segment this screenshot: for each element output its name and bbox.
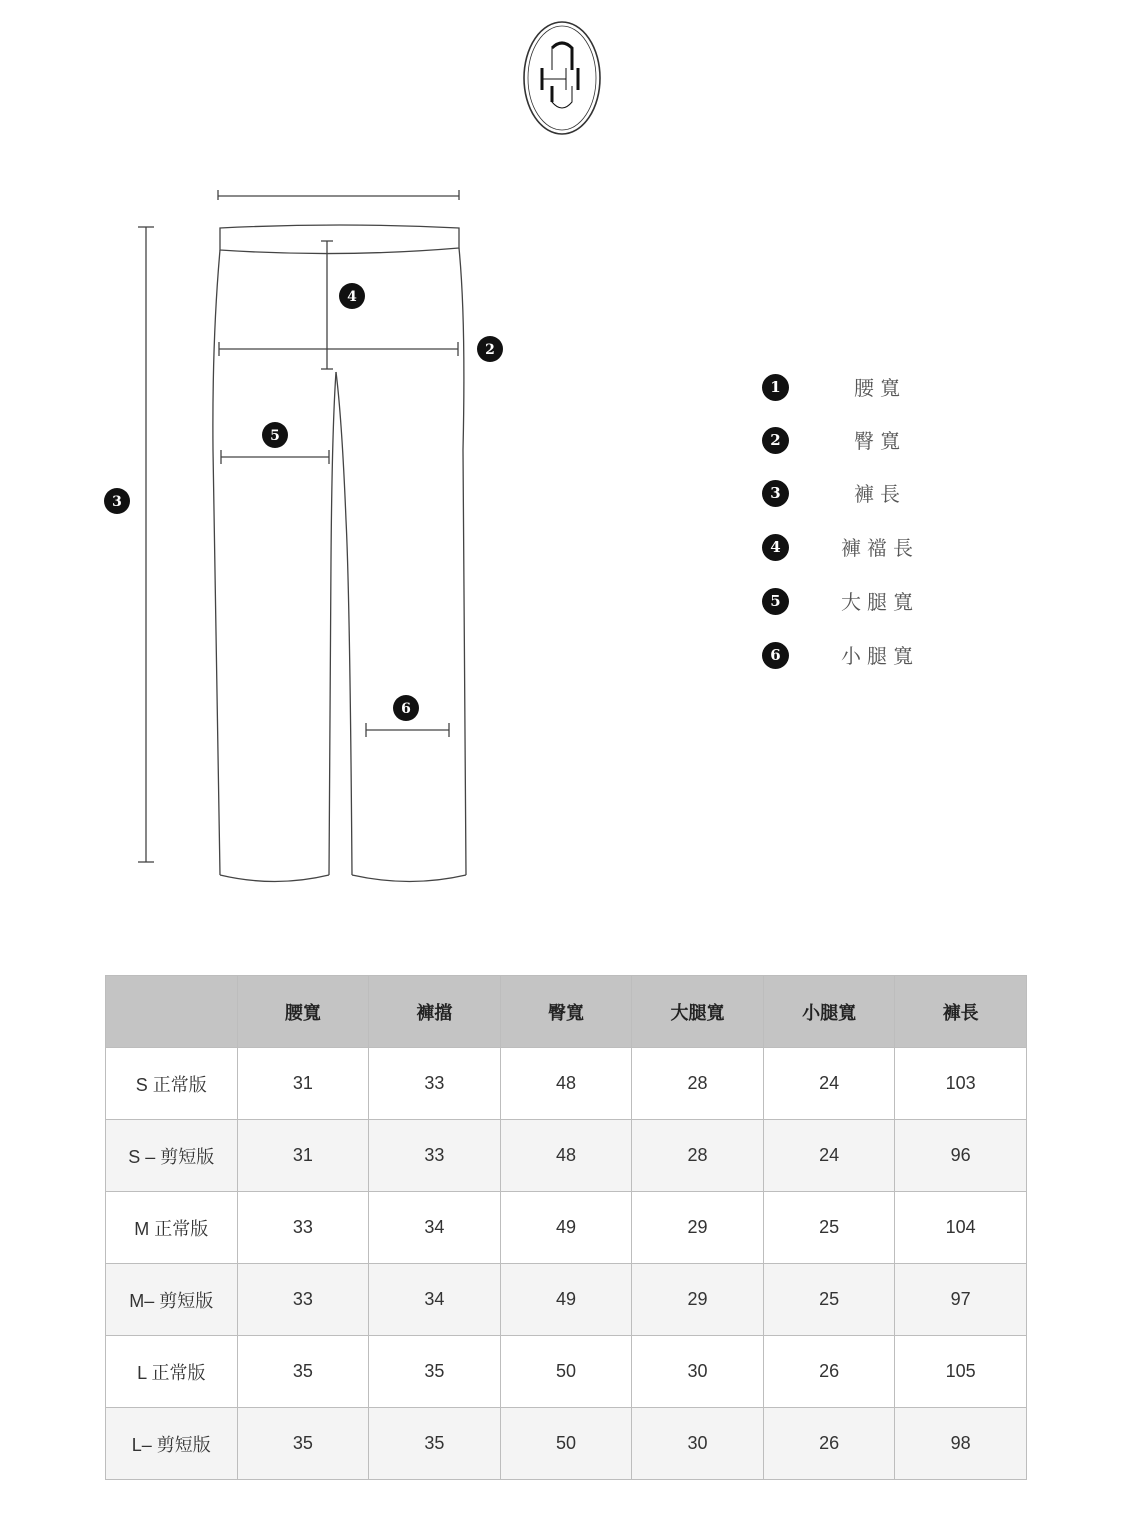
table-cell: 31	[237, 1048, 369, 1120]
table-cell: 34	[369, 1264, 501, 1336]
table-cell: 33	[237, 1192, 369, 1264]
table-cell: 30	[632, 1336, 764, 1408]
legend-label: 褲長	[854, 482, 906, 506]
table-header-cell: 臀寬	[500, 976, 632, 1048]
legend-number: 2	[762, 427, 789, 454]
legend-label: 臀寬	[854, 429, 906, 453]
table-cell: 29	[632, 1264, 764, 1336]
size-chart-table	[105, 975, 1027, 1480]
table-cell: 50	[500, 1336, 632, 1408]
table-cell: 25	[763, 1264, 895, 1336]
table-row	[106, 1264, 1027, 1336]
table-cell: 28	[632, 1120, 764, 1192]
legend-number: 5	[762, 588, 789, 615]
svg-text:5: 5	[270, 428, 280, 444]
legend-item	[760, 425, 960, 455]
table-cell: M– 剪短版	[106, 1264, 238, 1336]
table-cell: 49	[500, 1264, 632, 1336]
table-header-cell: 腰寬	[237, 976, 369, 1048]
marker-6	[393, 695, 419, 721]
table-cell: 49	[500, 1192, 632, 1264]
table-cell: M 正常版	[106, 1192, 238, 1264]
legend-number: 6	[762, 642, 789, 669]
table-header-cell: 褲長	[895, 976, 1027, 1048]
table-cell: 33	[369, 1048, 501, 1120]
table-header-cell: 褲擋	[369, 976, 501, 1048]
table-cell: 96	[895, 1120, 1027, 1192]
table-cell: 98	[895, 1408, 1027, 1480]
table-row	[106, 1408, 1027, 1480]
table-cell: 103	[895, 1048, 1027, 1120]
table-cell: 33	[237, 1264, 369, 1336]
table-cell: 97	[895, 1264, 1027, 1336]
svg-text:4: 4	[347, 289, 357, 305]
marker-2	[477, 336, 503, 362]
table-cell: 25	[763, 1192, 895, 1264]
marker-5	[262, 422, 288, 448]
legend-label: 腰寬	[854, 376, 906, 400]
table-row	[106, 1336, 1027, 1408]
table-cell: 34	[369, 1192, 501, 1264]
legend-item	[760, 478, 960, 508]
table-cell: 48	[500, 1120, 632, 1192]
legend-item	[760, 372, 960, 402]
table-cell: 29	[632, 1192, 764, 1264]
legend-number: 3	[762, 480, 789, 507]
table-cell: 104	[895, 1192, 1027, 1264]
table-cell: L 正常版	[106, 1336, 238, 1408]
table-cell: 35	[369, 1408, 501, 1480]
table-cell: 24	[763, 1120, 895, 1192]
table-cell: 35	[237, 1336, 369, 1408]
table-header-row	[106, 976, 1027, 1048]
table-cell: 30	[632, 1408, 764, 1480]
table-cell: 50	[500, 1408, 632, 1480]
svg-text:3: 3	[112, 494, 122, 510]
table-header-cell	[106, 976, 238, 1048]
table-cell: S 正常版	[106, 1048, 238, 1120]
table-cell: 31	[237, 1120, 369, 1192]
table-cell: 26	[763, 1408, 895, 1480]
table-cell: L– 剪短版	[106, 1408, 238, 1480]
legend-item	[760, 586, 960, 616]
legend-number: 1	[762, 374, 789, 401]
table-cell: 48	[500, 1048, 632, 1120]
legend-label: 褲襠長	[841, 536, 919, 560]
table-cell: S – 剪短版	[106, 1120, 238, 1192]
legend-label: 小腿寬	[841, 644, 919, 668]
svg-text:6: 6	[401, 701, 411, 717]
table-row	[106, 1048, 1027, 1120]
table-cell: 24	[763, 1048, 895, 1120]
marker-4	[339, 283, 365, 309]
table-header-cell: 小腿寬	[763, 976, 895, 1048]
legend-item	[760, 532, 960, 562]
table-row	[106, 1192, 1027, 1264]
table-header-cell: 大腿寬	[632, 976, 764, 1048]
legend-number: 4	[762, 534, 789, 561]
table-row	[106, 1120, 1027, 1192]
table-cell: 28	[632, 1048, 764, 1120]
table-cell: 105	[895, 1336, 1027, 1408]
legend-label: 大腿寬	[841, 590, 919, 614]
marker-3	[104, 488, 130, 514]
table-cell: 26	[763, 1336, 895, 1408]
legend-item	[760, 640, 960, 670]
svg-text:2: 2	[485, 342, 495, 358]
table-cell: 33	[369, 1120, 501, 1192]
table-cell: 35	[369, 1336, 501, 1408]
table-cell: 35	[237, 1408, 369, 1480]
